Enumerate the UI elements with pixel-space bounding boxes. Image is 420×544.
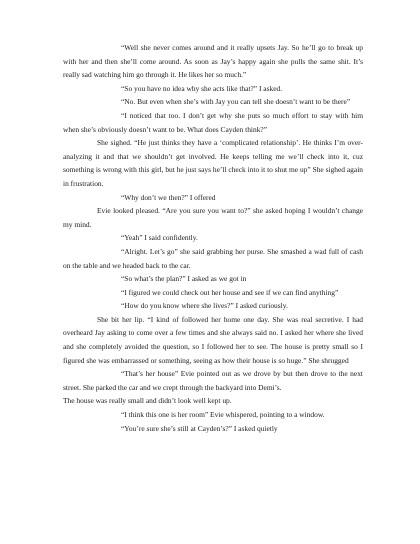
- paragraph: She bit her lip. “I kind of followed her home one day. She was real secretive. I had overheard Jay asking to come over a few times and she always said no. I asked her where she lived and she completely avoided the question, so I followed her to see. The house is pretty small so I figured she was embarrassed or something, seeing as how their house is so huge.” She shrugged: [63, 314, 363, 365]
- paragraph: “You’re sure she’s still at Cayden’s?” I asked quietly: [121, 423, 278, 433]
- paragraph: The house was really small and didn’t look well kept up.: [63, 396, 232, 406]
- body-text: [63, 41, 363, 435]
- paragraph: “I figured we could check out her house and see if we can find anything”: [121, 287, 339, 297]
- paragraph: “How do you know where she lives?” I asked curiously.: [121, 301, 288, 311]
- paragraph: “So you have no idea why she acts like that?” I asked.: [121, 83, 283, 93]
- paragraph: “Alright. Let’s go” she said grabbing her purse. She smashed a wad full of cash on the table and we headed back to the car.: [63, 246, 363, 270]
- paragraph: “Yeah” I said confidently.: [121, 233, 198, 243]
- paragraph: “So what’s the plan?” I asked as we got in: [121, 274, 247, 284]
- paragraph: “That’s her house” Evie pointed out as we drove by but then drove to the next street. She parked the car and we crept through the backyard into Demi’s.: [63, 369, 363, 392]
- paragraph: “I noticed that too. I don’t get why she puts so much effort to stay with him when she’s obviously doesn’t want to be. What does Cayden think?”: [63, 110, 363, 134]
- paragraph: “No. But even when she’s with Jay you can tell she doesn’t want to be there”: [121, 97, 351, 107]
- paragraph: “Why don’t we then?” I offered: [121, 192, 216, 202]
- paragraph: “Well she never comes around and it really upsets Jay. So he’ll go to break up with her and then she’ll come around. As soon as Jay’s happy again she pulls the same shit. It’s really sad watching him go through it. He likes her so much.”: [63, 43, 363, 80]
- paragraph: Evie looked pleased. “Are you sure you want to?” she asked hoping I wouldn’t change my mind.: [63, 206, 363, 229]
- paragraph: “I think this one is her room” Evie whispered, pointing to a window.: [121, 410, 325, 420]
- paragraph: She sighed. “He just thinks they have a ‘complicated relationship’. He thinks I’m over-analyzing it and that we shouldn’t get involved. He keeps telling me we’ll check into it, cuz something is wrong with this girl, but he just says he’ll check into it to shut me up” She sighed again in frustration.: [63, 138, 363, 188]
